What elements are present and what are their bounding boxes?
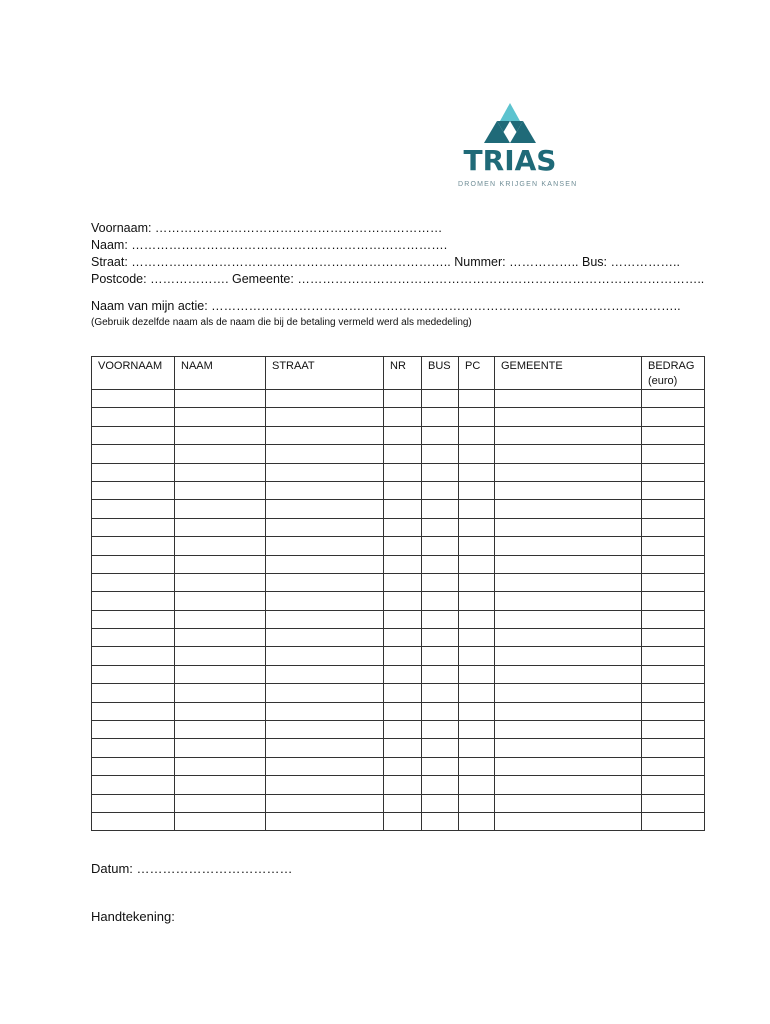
table-cell[interactable]	[384, 665, 422, 683]
table-cell[interactable]	[422, 757, 459, 775]
table-body	[92, 390, 705, 831]
table-cell[interactable]	[175, 500, 266, 518]
table-cell[interactable]	[495, 776, 642, 794]
table-row	[92, 794, 705, 812]
table-cell[interactable]	[495, 518, 642, 536]
table-cell[interactable]	[459, 629, 495, 647]
table-cell[interactable]	[384, 555, 422, 573]
table-cell[interactable]	[384, 445, 422, 463]
col-header-bus: BUS	[422, 357, 459, 390]
table-cell[interactable]	[459, 721, 495, 739]
table-cell[interactable]	[266, 555, 384, 573]
table-cell[interactable]	[92, 721, 175, 739]
table-row	[92, 610, 705, 628]
table-cell[interactable]	[422, 665, 459, 683]
table-cell[interactable]	[642, 665, 705, 683]
table-cell[interactable]	[642, 647, 705, 665]
table-cell[interactable]	[642, 794, 705, 812]
table-cell[interactable]	[384, 390, 422, 408]
table-cell[interactable]	[92, 518, 175, 536]
table-cell[interactable]	[266, 684, 384, 702]
table-cell[interactable]	[495, 445, 642, 463]
table-cell[interactable]	[266, 629, 384, 647]
table-row	[92, 537, 705, 555]
table-cell[interactable]	[175, 647, 266, 665]
table-cell[interactable]	[92, 463, 175, 481]
table-cell[interactable]	[642, 573, 705, 591]
table-cell[interactable]	[642, 702, 705, 720]
table-cell[interactable]	[642, 684, 705, 702]
table-cell[interactable]	[422, 812, 459, 830]
table-cell[interactable]	[459, 776, 495, 794]
table-cell[interactable]	[175, 721, 266, 739]
table-cell[interactable]	[495, 573, 642, 591]
table-cell[interactable]	[422, 500, 459, 518]
table-cell[interactable]	[92, 500, 175, 518]
table-cell[interactable]	[459, 702, 495, 720]
table-cell[interactable]	[92, 812, 175, 830]
table-row	[92, 445, 705, 463]
col-header-nr: NR	[384, 357, 422, 390]
table-header-row	[92, 357, 705, 390]
table-cell[interactable]	[422, 426, 459, 444]
table-cell[interactable]	[92, 610, 175, 628]
table-cell[interactable]	[266, 812, 384, 830]
table-cell[interactable]	[459, 684, 495, 702]
table-cell[interactable]	[266, 481, 384, 499]
table-cell[interactable]	[642, 721, 705, 739]
table-cell[interactable]	[92, 684, 175, 702]
table-cell[interactable]	[642, 555, 705, 573]
col-header-bedrag: BEDRAG (euro)	[642, 357, 705, 390]
table-cell[interactable]	[175, 445, 266, 463]
table-cell[interactable]	[175, 702, 266, 720]
table-cell[interactable]	[175, 518, 266, 536]
table-cell[interactable]	[384, 481, 422, 499]
table-cell[interactable]	[266, 794, 384, 812]
table-cell[interactable]	[422, 684, 459, 702]
table-cell[interactable]	[459, 592, 495, 610]
table-cell[interactable]	[384, 463, 422, 481]
table-cell[interactable]	[266, 426, 384, 444]
table-cell[interactable]	[642, 390, 705, 408]
table-cell[interactable]	[384, 794, 422, 812]
table-cell[interactable]	[495, 463, 642, 481]
table-cell[interactable]	[384, 592, 422, 610]
col-header-gemeente: GEMEENTE	[495, 357, 642, 390]
table-row	[92, 426, 705, 444]
table-cell[interactable]	[175, 757, 266, 775]
table-cell[interactable]	[384, 776, 422, 794]
table-cell[interactable]	[495, 647, 642, 665]
table-cell[interactable]	[92, 426, 175, 444]
table-cell[interactable]	[642, 481, 705, 499]
table-cell[interactable]	[495, 610, 642, 628]
table-row	[92, 757, 705, 775]
table-cell[interactable]	[459, 390, 495, 408]
table-cell[interactable]	[92, 665, 175, 683]
table-cell[interactable]	[92, 445, 175, 463]
table-cell[interactable]	[384, 629, 422, 647]
table-cell[interactable]	[266, 721, 384, 739]
table-cell[interactable]	[422, 390, 459, 408]
table-cell[interactable]	[266, 739, 384, 757]
straat-line[interactable]: Straat: ………………………………………………………………….. Nummer: …………….. Bus: ……………..	[91, 255, 680, 269]
table-cell[interactable]	[422, 408, 459, 426]
table-cell[interactable]	[459, 500, 495, 518]
table-cell[interactable]	[266, 408, 384, 426]
table-cell[interactable]	[642, 500, 705, 518]
table-cell[interactable]	[459, 794, 495, 812]
table-cell[interactable]	[642, 445, 705, 463]
table-cell[interactable]	[175, 426, 266, 444]
table-cell[interactable]	[266, 702, 384, 720]
table-cell[interactable]	[92, 629, 175, 647]
table-cell[interactable]	[266, 500, 384, 518]
table-row	[92, 518, 705, 536]
table-row	[92, 500, 705, 518]
table-row	[92, 812, 705, 830]
table-cell[interactable]	[459, 812, 495, 830]
table-cell[interactable]	[642, 629, 705, 647]
table-cell[interactable]	[92, 647, 175, 665]
table-cell[interactable]	[459, 518, 495, 536]
table-cell[interactable]	[175, 794, 266, 812]
table-cell[interactable]	[422, 481, 459, 499]
table-cell[interactable]	[495, 592, 642, 610]
table-cell[interactable]	[175, 463, 266, 481]
handtekening-label: Handtekening:	[91, 909, 175, 924]
table-cell[interactable]	[384, 721, 422, 739]
table-cell[interactable]	[175, 684, 266, 702]
table-cell[interactable]	[459, 426, 495, 444]
table-cell[interactable]	[92, 573, 175, 591]
table-cell[interactable]	[175, 665, 266, 683]
table-cell[interactable]	[495, 629, 642, 647]
table-cell[interactable]	[92, 537, 175, 555]
table-cell[interactable]	[459, 408, 495, 426]
table-cell[interactable]	[459, 445, 495, 463]
table-cell[interactable]	[92, 794, 175, 812]
table-cell[interactable]	[92, 739, 175, 757]
table-cell[interactable]	[459, 647, 495, 665]
table-cell[interactable]	[266, 776, 384, 794]
table-cell[interactable]	[384, 757, 422, 775]
table-cell[interactable]	[175, 739, 266, 757]
table-cell[interactable]	[495, 812, 642, 830]
naam-line[interactable]: Naam: ………………………………………………………………….	[91, 238, 448, 252]
table-cell[interactable]	[92, 555, 175, 573]
table-cell[interactable]	[459, 610, 495, 628]
col-header-pc: PC	[459, 357, 495, 390]
table-cell[interactable]	[175, 812, 266, 830]
table-cell[interactable]	[495, 555, 642, 573]
table-row	[92, 463, 705, 481]
table-row	[92, 721, 705, 739]
table-row	[92, 629, 705, 647]
col-header-naam: NAAM	[175, 357, 266, 390]
table-cell[interactable]	[92, 481, 175, 499]
table-cell[interactable]	[384, 739, 422, 757]
table-cell[interactable]	[175, 592, 266, 610]
table-cell[interactable]	[384, 573, 422, 591]
participants-table	[91, 356, 705, 831]
table-cell[interactable]	[266, 757, 384, 775]
table-cell[interactable]	[266, 445, 384, 463]
table-cell[interactable]	[495, 702, 642, 720]
table-cell[interactable]	[642, 739, 705, 757]
table-cell[interactable]	[384, 684, 422, 702]
table-cell[interactable]	[422, 794, 459, 812]
table-cell[interactable]	[642, 592, 705, 610]
table-row	[92, 573, 705, 591]
table-cell[interactable]	[175, 481, 266, 499]
table-cell[interactable]	[422, 555, 459, 573]
table-cell[interactable]	[642, 537, 705, 555]
table-cell[interactable]	[642, 518, 705, 536]
trias-logo	[458, 103, 578, 189]
table-row	[92, 665, 705, 683]
table-cell[interactable]	[92, 592, 175, 610]
table-row	[92, 390, 705, 408]
table-cell[interactable]	[175, 629, 266, 647]
table-cell[interactable]	[495, 794, 642, 812]
table-cell[interactable]	[459, 555, 495, 573]
table-cell[interactable]	[459, 757, 495, 775]
table-cell[interactable]	[266, 390, 384, 408]
table-cell[interactable]	[459, 481, 495, 499]
table-cell[interactable]	[175, 555, 266, 573]
table-cell[interactable]	[495, 684, 642, 702]
table-cell[interactable]	[642, 463, 705, 481]
table-row	[92, 408, 705, 426]
table-cell[interactable]	[175, 390, 266, 408]
voornaam-line[interactable]: Voornaam: ……………………………………………………………	[91, 221, 443, 235]
table-row	[92, 647, 705, 665]
table-row	[92, 702, 705, 720]
table-cell[interactable]	[266, 610, 384, 628]
table-cell[interactable]	[495, 481, 642, 499]
table-cell[interactable]	[422, 610, 459, 628]
table-cell[interactable]	[266, 592, 384, 610]
table-cell[interactable]	[384, 426, 422, 444]
table-cell[interactable]	[384, 647, 422, 665]
table-cell[interactable]	[175, 537, 266, 555]
table-cell[interactable]	[642, 610, 705, 628]
table-cell[interactable]	[422, 445, 459, 463]
table-cell[interactable]	[422, 702, 459, 720]
table-cell[interactable]	[422, 463, 459, 481]
table-cell[interactable]	[422, 721, 459, 739]
table-cell[interactable]	[642, 776, 705, 794]
actie-line[interactable]: Naam van mijn actie: …………………………………………………………………………………………………..	[91, 299, 681, 313]
col-header-voornaam: VOORNAAM	[92, 357, 175, 390]
table-cell[interactable]	[266, 665, 384, 683]
table-cell[interactable]	[495, 757, 642, 775]
table-row	[92, 739, 705, 757]
table-cell[interactable]	[384, 500, 422, 518]
table-cell[interactable]	[495, 665, 642, 683]
table-cell[interactable]	[384, 518, 422, 536]
table-cell[interactable]	[422, 592, 459, 610]
table-cell[interactable]	[495, 408, 642, 426]
table-cell[interactable]	[175, 573, 266, 591]
table-cell[interactable]	[384, 812, 422, 830]
table-cell[interactable]	[495, 390, 642, 408]
table-cell[interactable]	[642, 812, 705, 830]
table-cell[interactable]	[266, 463, 384, 481]
table-row	[92, 555, 705, 573]
table-cell[interactable]	[266, 573, 384, 591]
datum-line[interactable]: Datum: ………………………………	[91, 861, 293, 876]
table-cell[interactable]	[92, 757, 175, 775]
table-cell[interactable]	[422, 776, 459, 794]
table-cell[interactable]	[459, 573, 495, 591]
table-cell[interactable]	[459, 537, 495, 555]
table-cell[interactable]	[495, 500, 642, 518]
table-cell[interactable]	[642, 757, 705, 775]
table-cell[interactable]	[175, 408, 266, 426]
table-cell[interactable]	[92, 390, 175, 408]
table-cell[interactable]	[495, 537, 642, 555]
table-cell[interactable]	[422, 573, 459, 591]
postcode-line[interactable]: Postcode: ………………. Gemeente: ……………………………………………………………………………………..	[91, 272, 705, 286]
table-cell[interactable]	[384, 610, 422, 628]
table-cell[interactable]	[175, 776, 266, 794]
table-row	[92, 776, 705, 794]
logo-wordmark: TRIAS	[463, 144, 557, 177]
col-header-straat: STRAAT	[266, 357, 384, 390]
table-cell[interactable]	[384, 408, 422, 426]
table-cell[interactable]	[495, 426, 642, 444]
table-row	[92, 592, 705, 610]
table-row	[92, 684, 705, 702]
table-cell[interactable]	[422, 537, 459, 555]
table-cell[interactable]	[642, 426, 705, 444]
table-row	[92, 481, 705, 499]
name-note: (Gebruik dezelfde naam als de naam die bij de betaling vermeld werd als mededeling)	[91, 317, 472, 328]
table-cell[interactable]	[642, 408, 705, 426]
table-cell[interactable]	[459, 665, 495, 683]
table-cell[interactable]	[495, 721, 642, 739]
logo-tagline: DROMEN KRIJGEN KANSEN	[458, 181, 578, 188]
triangles-logo-icon	[484, 103, 536, 143]
table-cell[interactable]	[422, 647, 459, 665]
table-cell[interactable]	[422, 518, 459, 536]
table-cell[interactable]	[175, 610, 266, 628]
table-cell[interactable]	[459, 739, 495, 757]
table-cell[interactable]	[266, 518, 384, 536]
table-cell[interactable]	[92, 408, 175, 426]
table-cell[interactable]	[266, 647, 384, 665]
table-cell[interactable]	[92, 776, 175, 794]
table-cell[interactable]	[384, 702, 422, 720]
table-cell[interactable]	[92, 702, 175, 720]
table-cell[interactable]	[422, 739, 459, 757]
table-cell[interactable]	[384, 537, 422, 555]
table-cell[interactable]	[459, 463, 495, 481]
table-cell[interactable]	[495, 739, 642, 757]
table-cell[interactable]	[266, 537, 384, 555]
table-cell[interactable]	[422, 629, 459, 647]
